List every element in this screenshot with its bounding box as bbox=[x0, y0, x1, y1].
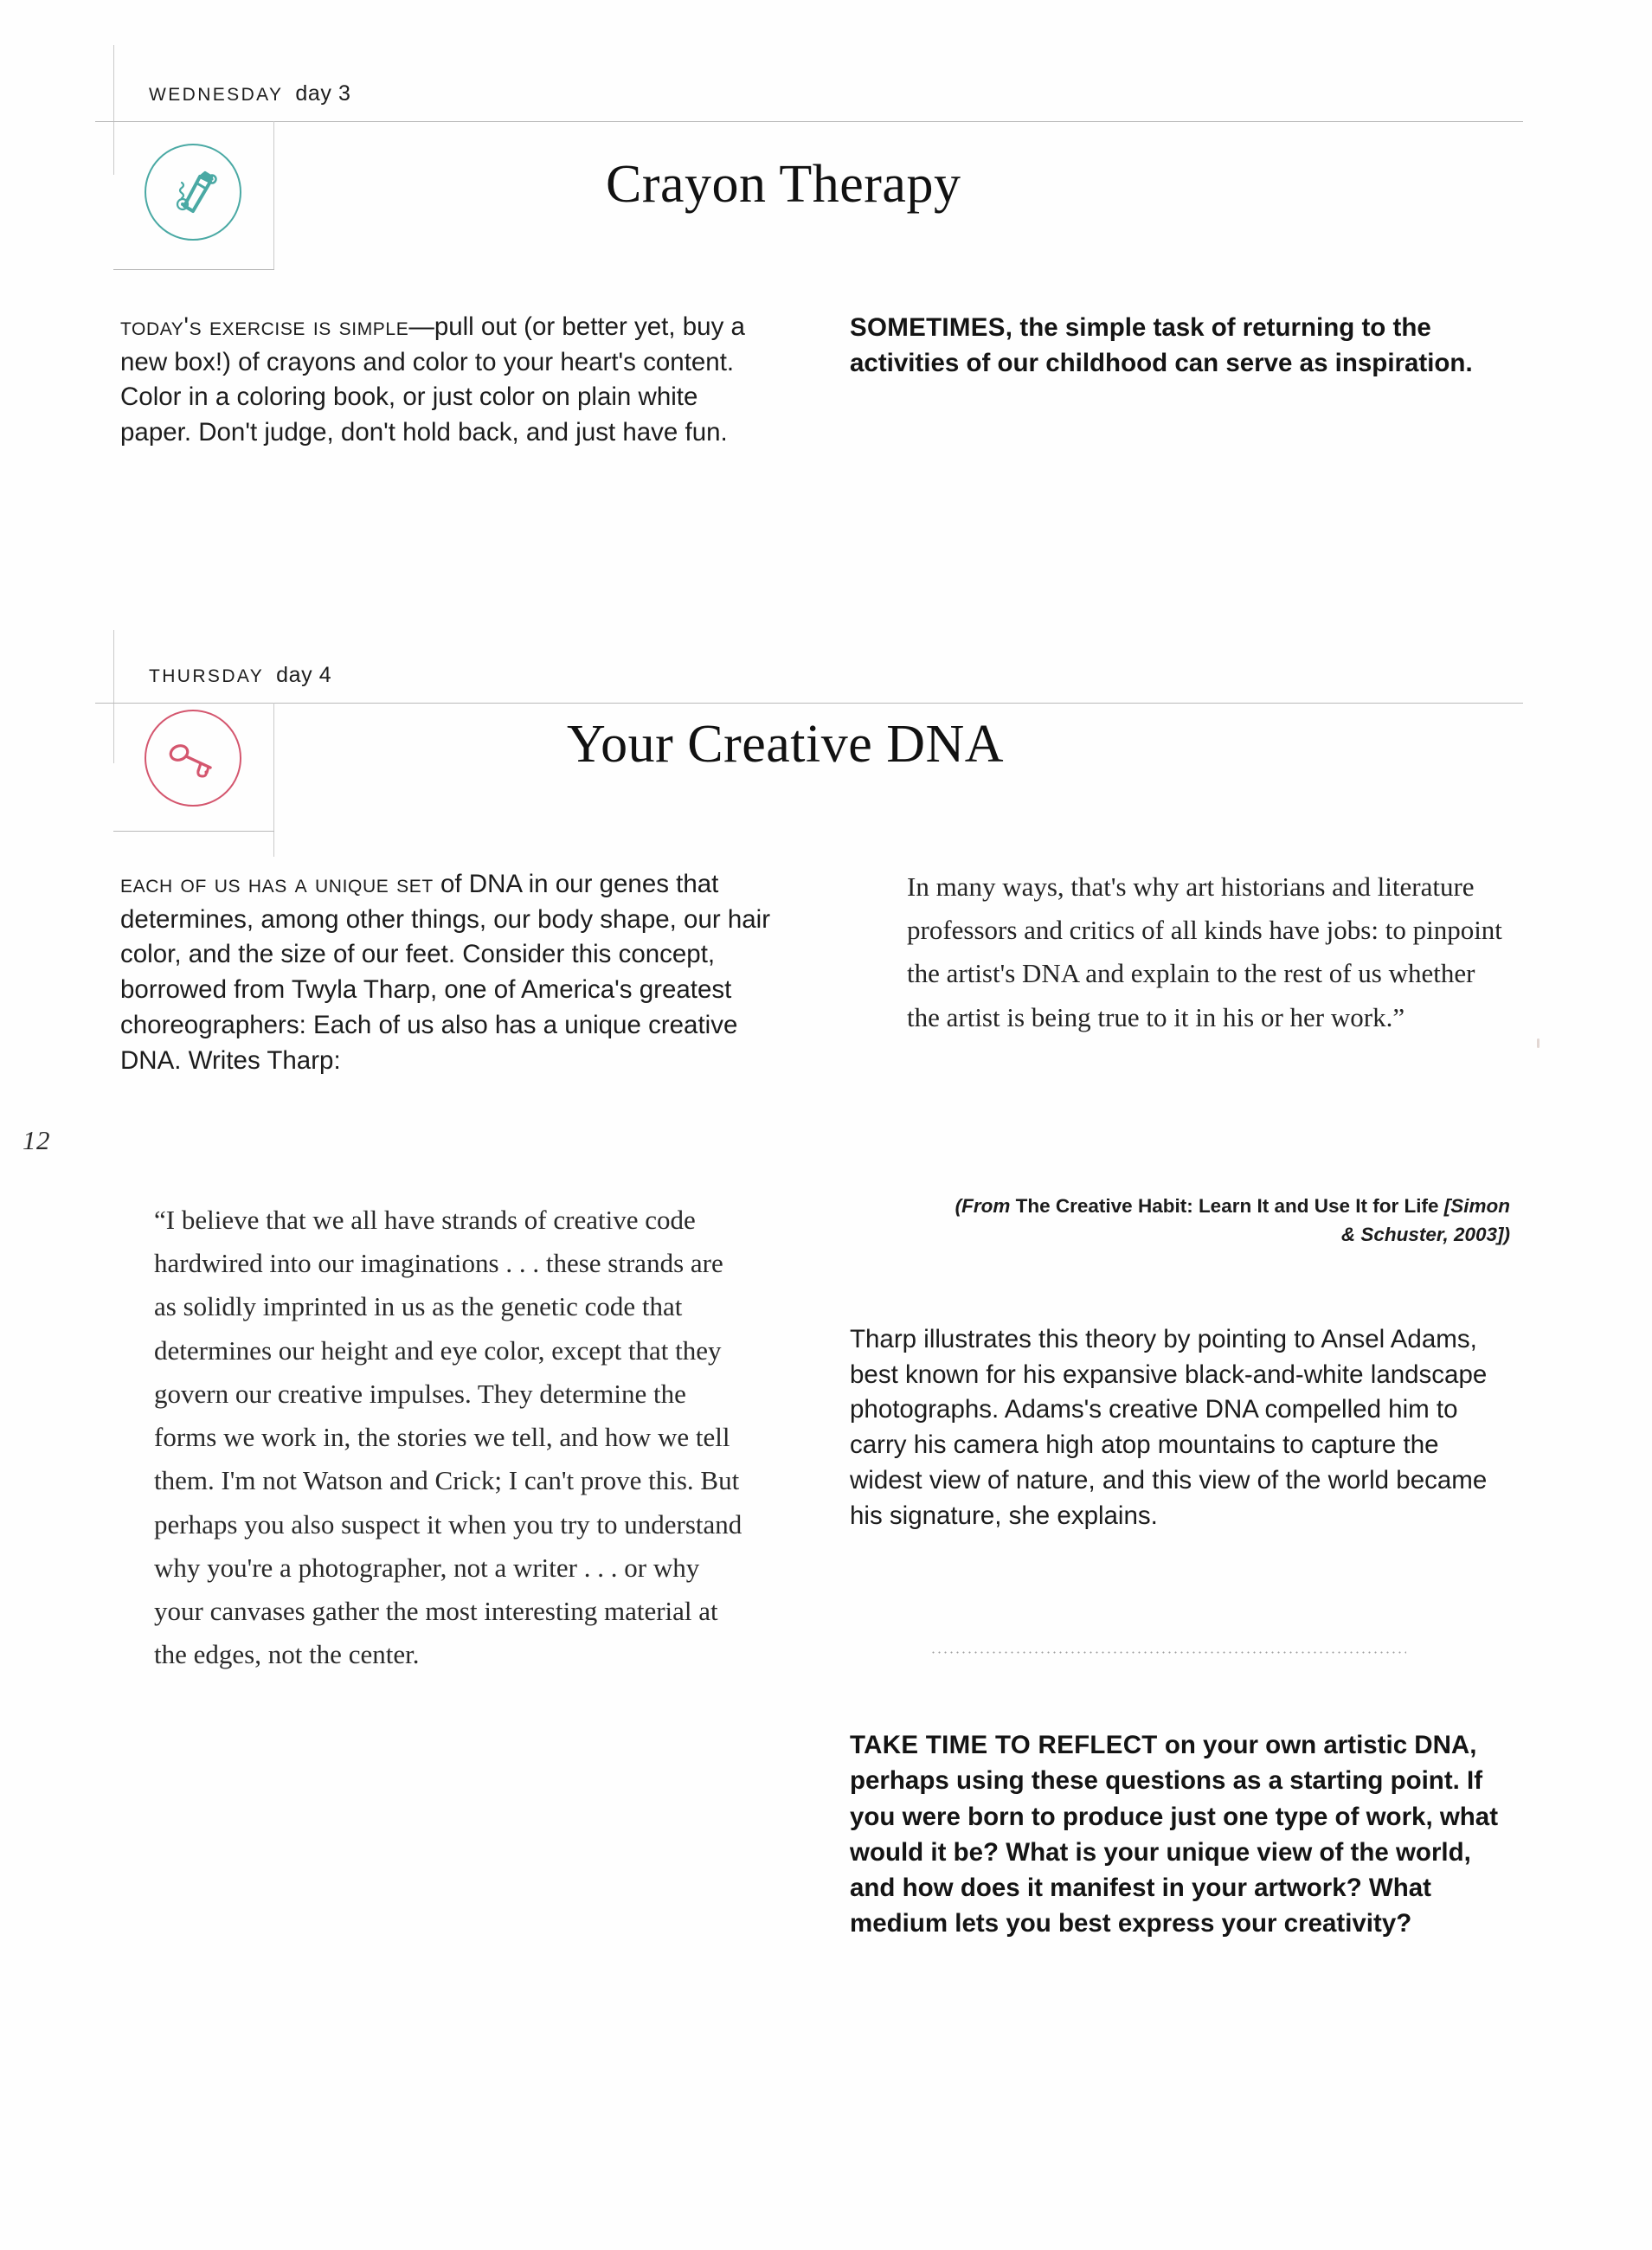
rule-horizontal-top bbox=[95, 121, 1523, 122]
reflect-lead: TAKE TIME TO REFLECT bbox=[850, 1731, 1158, 1759]
pull-quote-part-one: “I believe that we all have strands of creative code hardwired into our imaginations . . . these strands are as solidly imprinted in us as the genetic code that determines our height and eye color, except that they govern our creative impulses. They determine the forms we work in, the stories we tell, and how we tell them. I'm not Watson and Crick; I can't prove this. But perhaps you also suspect it when you try to understand why you're a photographer, not a writer . . . or why your canvases gather the most interesting material at the edges, not the center. bbox=[154, 1205, 742, 1670]
icon-circle-outline bbox=[145, 144, 241, 241]
body-text: of DNA in our genes that determines, among other things, our body shape, our hair color, and the size of our feet. Consider this concept, borrowed from Twyla Tharp, one of America's greatest choreographers: Each of us also has a unique creative DNA. Writes Tharp: bbox=[120, 870, 771, 1075]
callout-lead: SOMETIMES, bbox=[850, 313, 1013, 342]
pull-quote-part-two: In many ways, that's why art historians and literature professors and critics of all kinds have jobs: to pinpoint the artist's DNA and explain to the rest of us whether the artist is being true to it in his or her work.” bbox=[907, 871, 1502, 1032]
lead-in-text: today's exercise is simple bbox=[120, 312, 409, 341]
entry-title-crayon-therapy: Crayon Therapy bbox=[606, 155, 961, 214]
rule-horizontal-bottom-2 bbox=[113, 831, 274, 832]
wednesday-right-callout bbox=[850, 310, 1507, 382]
rule-vertical-right bbox=[273, 121, 274, 270]
reflect-callout bbox=[850, 1727, 1512, 1942]
adams-paragraph: Tharp illustrates this theory by pointing to Ansel Adams, best known for his expansive black-and-white landscape photographs. Adams's creative DNA compelled him to carry his camera high atop mountains to capture the widest view of nature, and this view of the world became his signature, she explains. bbox=[850, 1325, 1488, 1530]
rule-horizontal-bottom bbox=[113, 269, 274, 270]
wednesday-left-column bbox=[120, 310, 774, 451]
rule-vertical-right-2 bbox=[273, 703, 274, 857]
body-text: —pull out (or better yet, buy a new box!) of crayons and color to your heart's content. Color in a coloring book, or just color on plain white paper. Don't judge, don't hold back, and just have fun. bbox=[120, 312, 745, 447]
lead-in-text: each of us has a unique set bbox=[120, 870, 434, 898]
page-number: 12 bbox=[22, 1125, 50, 1155]
day-header-thursday bbox=[149, 663, 331, 688]
quote-attribution bbox=[952, 1192, 1510, 1249]
callout-text: the simple task of returning to the activities of our childhood can serve as inspiration. bbox=[850, 313, 1473, 378]
thursday-left-intro bbox=[120, 867, 778, 1078]
rule-horizontal-top-2 bbox=[95, 703, 1523, 704]
crayon-icon bbox=[162, 161, 224, 223]
icon-circle-outline-2 bbox=[145, 710, 241, 807]
crayon-icon-container bbox=[145, 144, 241, 241]
rule-vertical-left-2 bbox=[113, 630, 114, 763]
day-number-label: day 4 bbox=[276, 663, 332, 687]
key-icon-container bbox=[145, 710, 241, 807]
scan-speck bbox=[1537, 1038, 1540, 1048]
day-number-label: day 3 bbox=[295, 81, 351, 106]
rule-vertical-left bbox=[113, 45, 114, 175]
attribution-work-title: The Creative Habit: Learn It and Use It for Life bbox=[1015, 1195, 1439, 1217]
key-icon bbox=[161, 726, 225, 790]
day-of-week-label: THURSDAY bbox=[149, 666, 265, 686]
dotted-divider bbox=[930, 1651, 1406, 1654]
day-header-wednesday bbox=[149, 81, 351, 106]
attribution-from-label: (From bbox=[955, 1195, 1011, 1217]
day-of-week-label: WEDNESDAY bbox=[149, 85, 284, 105]
entry-title-your-creative-dna: Your Creative DNA bbox=[567, 715, 1005, 774]
reflect-text: on your own artistic DNA, perhaps using these questions as a starting point. If you were born to produce just one type of work, what would it be? What is your unique view of the world, and how does it manifest in your artwork? What medium lets you best express your creativity? bbox=[850, 1731, 1499, 1938]
attribution-publisher: [Simon & Schuster, 2003]) bbox=[1340, 1195, 1510, 1245]
